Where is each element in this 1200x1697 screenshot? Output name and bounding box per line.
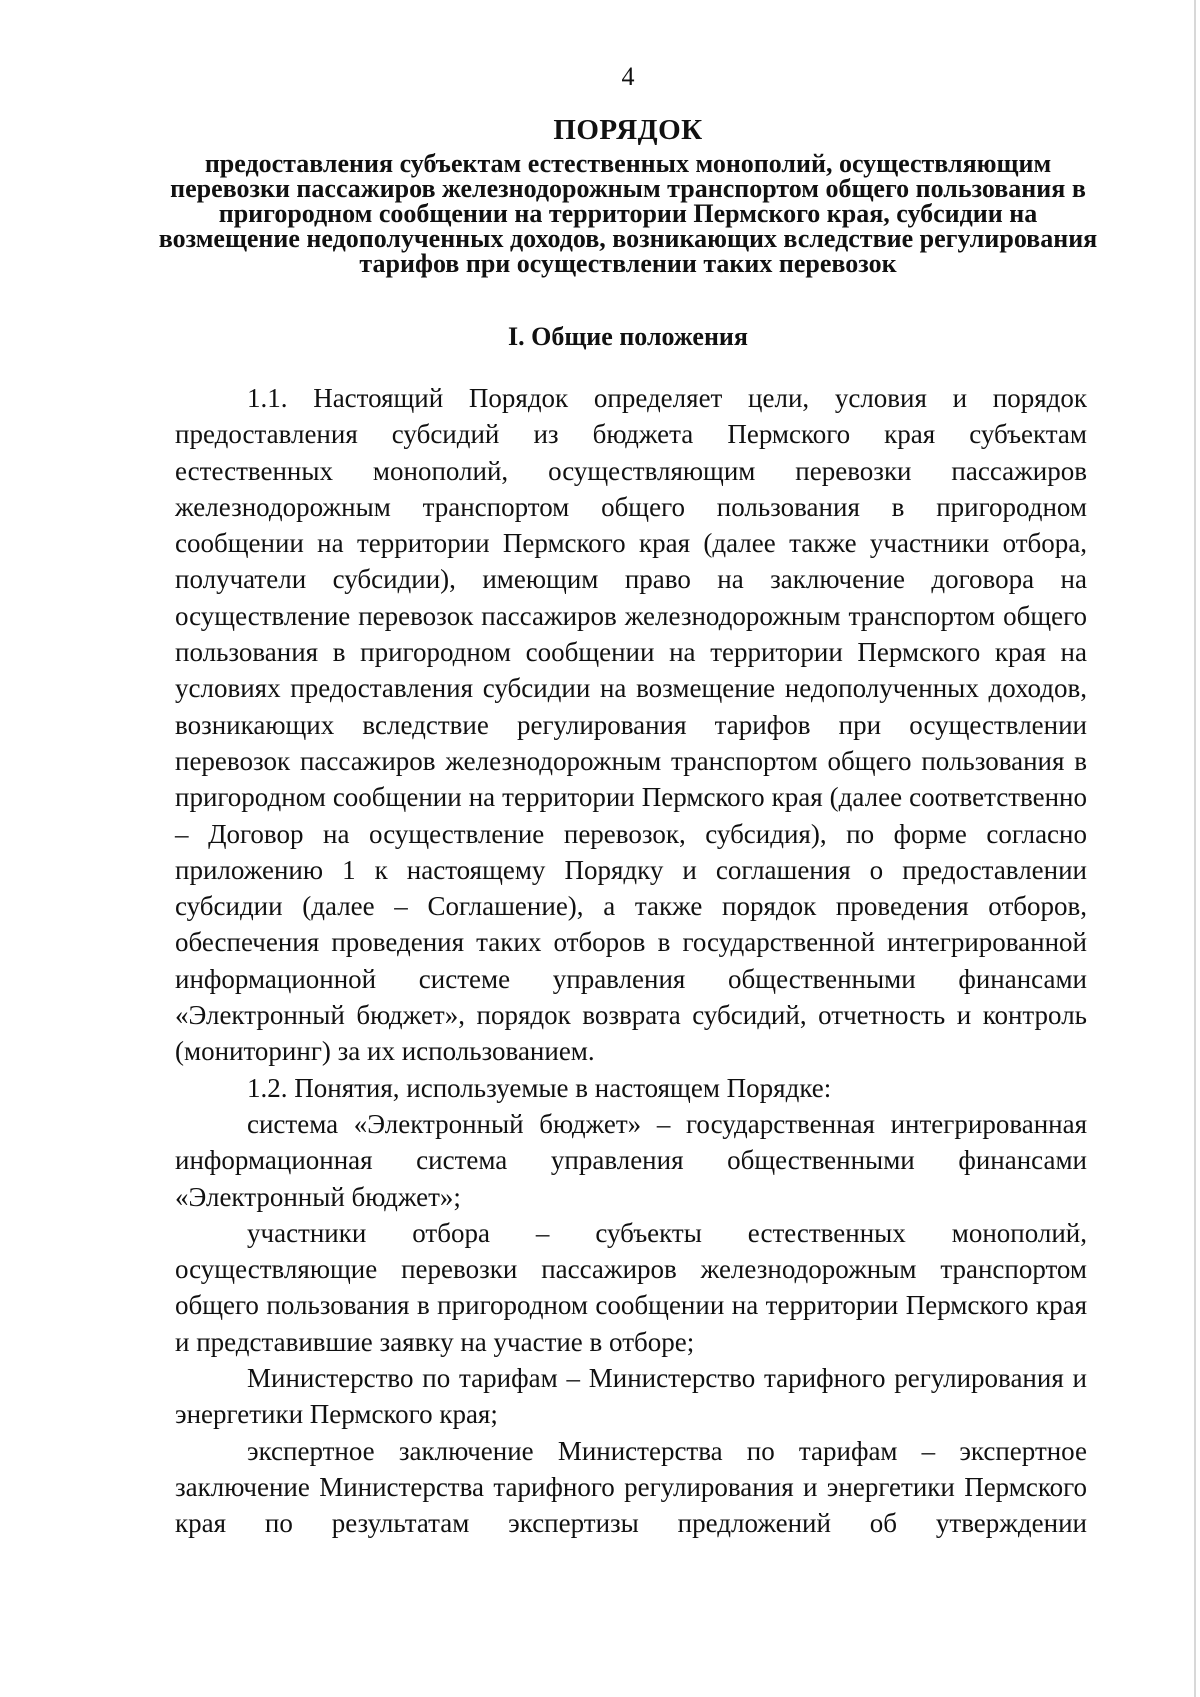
definition-tariff-ministry: Министерство по тарифам – Министерство тарифного регулирования и энергетики Пермского края; xyxy=(175,1363,1087,1430)
page-number: 4 xyxy=(621,62,635,91)
definition-electronic-budget: система «Электронный бюджет» – государственная интегрированная информационная система управления общественными финансами «Электронный бюджет»; xyxy=(175,1108,1087,1212)
document-subtitle: предоставления субъектам естественных монополий, осуществляющим перевозки пассажиров железнодорожным транспортом общего пользования в пригородном сообщении на территории Пермского края, субсидии на возмещение недополученных доходов, возникающих вследствие регулирования тарифов при осуществлении таких перевозок xyxy=(158,149,1098,278)
body-text xyxy=(175,380,1087,1542)
section-heading: I. Общие положения xyxy=(508,322,748,351)
scan-edge-line xyxy=(1194,0,1196,1697)
definition-selection-participants: участники отбора – субъекты естественных монополий, осуществляющие перевозки пассажиров железнодорожным транспортом общего пользования в пригородном сообщении на территории Пермского края и представившие заявку на участие в отборе; xyxy=(175,1217,1087,1357)
paragraph-1-1: 1.1. Настоящий Порядок определяет цели, условия и порядок предоставления субсидий из бюджета Пермского края субъектам естественных монополий, осуществляющим перевозки пассажиров железнодорожным транспортом общего пользования в пригородном сообщении на территории Пермского края (далее также участники отбора, получатели субсидии), имеющим право на заключение договора на осуществление перевозок пассажиров железнодорожным транспортом общего пользования в пригородном сообщении на территории Пермского края на условиях предоставления субсидии на возмещение недополученных доходов, возникающих вследствие регулирования тарифов при осуществлении перевозок пассажиров железнодорожным транспортом общего пользования в пригородном сообщении на территории Пермского края (далее соответственно – Договор на осуществление перевозок, субсидия), по форме согласно приложению 1 к настоящему Порядку и соглашения о предоставлении субсидии (далее – Соглашение), а также порядок проведения отборов, обеспечения проведения таких отборов в государственной интегрированной информационной системе управления общественными финансами «Электронный бюджет», порядок возврата субсидий, отчетность и контроль (мониторинг) за их использованием. xyxy=(175,383,1087,1067)
definition-expert-conclusion: экспертное заключение Министерства по тарифам – экспертное заключение Министерства тарифного регулирования и энергетики Пермского края по результатам экспертизы предложений об утверждении xyxy=(175,1435,1087,1539)
paragraph-1-2: 1.2. Понятия, используемые в настоящем Порядке: xyxy=(247,1072,832,1103)
document-title: ПОРЯДОК xyxy=(553,114,703,146)
